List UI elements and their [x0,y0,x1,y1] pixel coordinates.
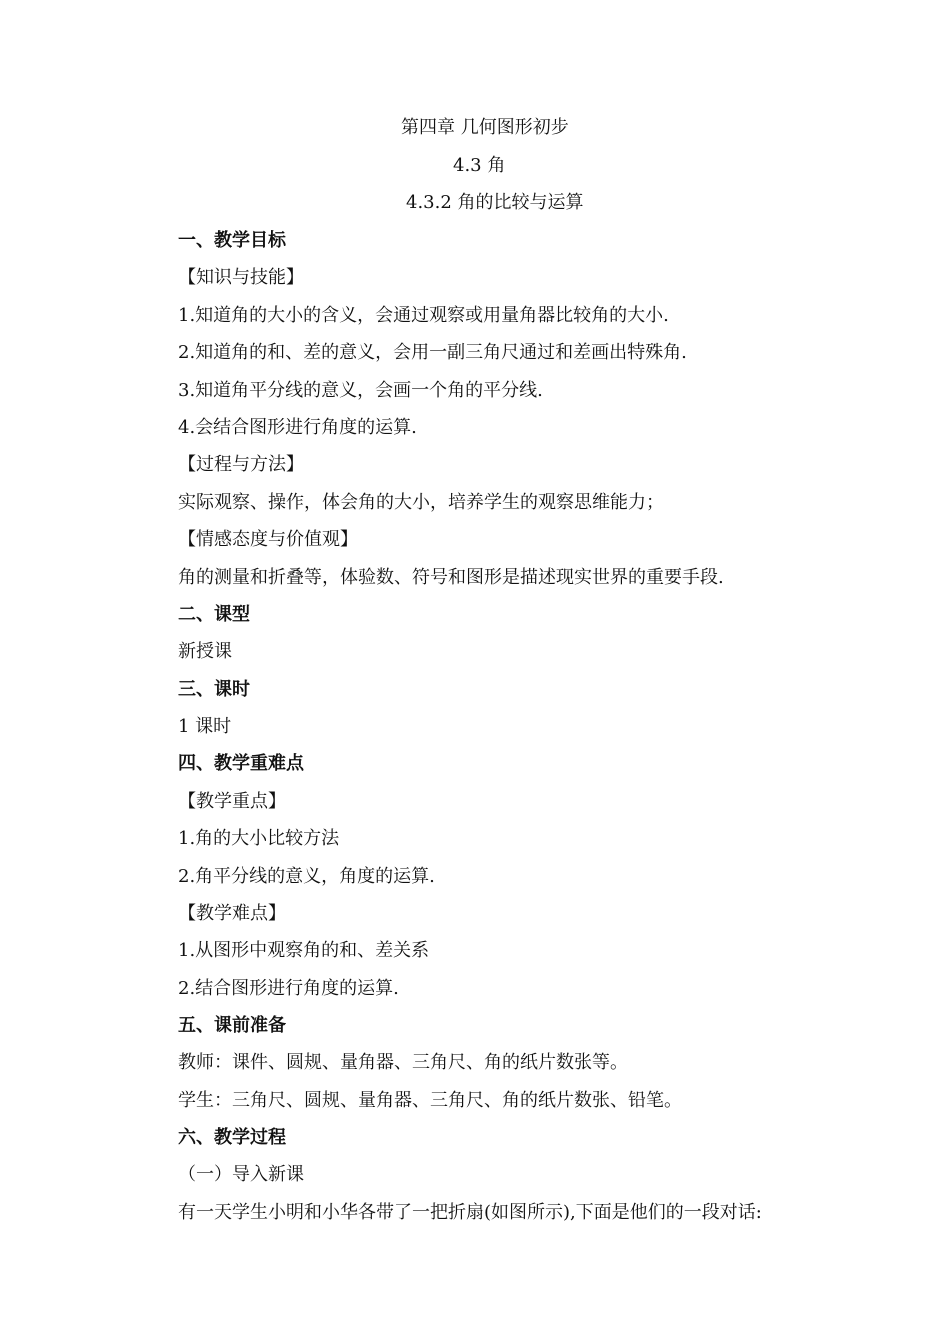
heading-teaching-process: 六、教学过程 [178,1127,286,1148]
difficult-point-1: 1.从图形中观察角的和、差关系 [178,940,430,961]
label-process-method: 【过程与方法】 [178,454,304,475]
knowledge-item-4: 4.会结合图形进行角度的运算. [178,417,417,438]
lesson-type-text: 新授课 [178,641,232,662]
key-point-1: 1.角的大小比较方法 [178,828,340,849]
heading-teaching-goals: 一、教学目标 [178,230,286,251]
preparation-teacher: 教师：课件、圆规、量角器、三角尺、角的纸片数张等。 [178,1052,628,1073]
emotion-values-text: 角的测量和折叠等，体验数、符号和图形是描述现实世界的重要手段. [178,567,724,588]
subsection-title: 4.3.2 角的比较与运算 [406,192,584,213]
class-hours-text: 1 课时 [178,716,232,737]
subheading-intro: （一）导入新课 [178,1164,304,1185]
chapter-title: 第四章 几何图形初步 [401,117,569,138]
heading-key-difficult: 四、教学重难点 [178,753,304,774]
knowledge-item-2: 2.知道角的和、差的意义，会用一副三角尺通过和差画出特殊角. [178,342,687,363]
label-key-points: 【教学重点】 [178,791,286,812]
label-difficult-points: 【教学难点】 [178,903,286,924]
section-title: 4.3 角 [453,155,506,176]
key-point-2: 2.角平分线的意义，角度的运算. [178,866,435,887]
heading-class-hours: 三、课时 [178,679,250,700]
difficult-point-2: 2.结合图形进行角度的运算. [178,978,399,999]
preparation-student: 学生：三角尺、圆规、量角器、三角尺、角的纸片数张、铅笔。 [178,1090,682,1111]
heading-preparation: 五、课前准备 [178,1015,286,1036]
heading-lesson-type: 二、课型 [178,604,250,625]
knowledge-item-1: 1.知道角的大小的含义，会通过观察或用量角器比较角的大小. [178,305,669,326]
label-emotion-values: 【情感态度与价值观】 [178,529,358,550]
knowledge-item-3: 3.知道角平分线的意义，会画一个角的平分线. [178,380,543,401]
intro-text: 有一天学生小明和小华各带了一把折扇(如图所示),下面是他们的一段对话: [178,1202,762,1223]
process-method-text: 实际观察、操作，体会角的大小，培养学生的观察思维能力； [178,492,664,513]
label-knowledge-skills: 【知识与技能】 [178,267,304,288]
